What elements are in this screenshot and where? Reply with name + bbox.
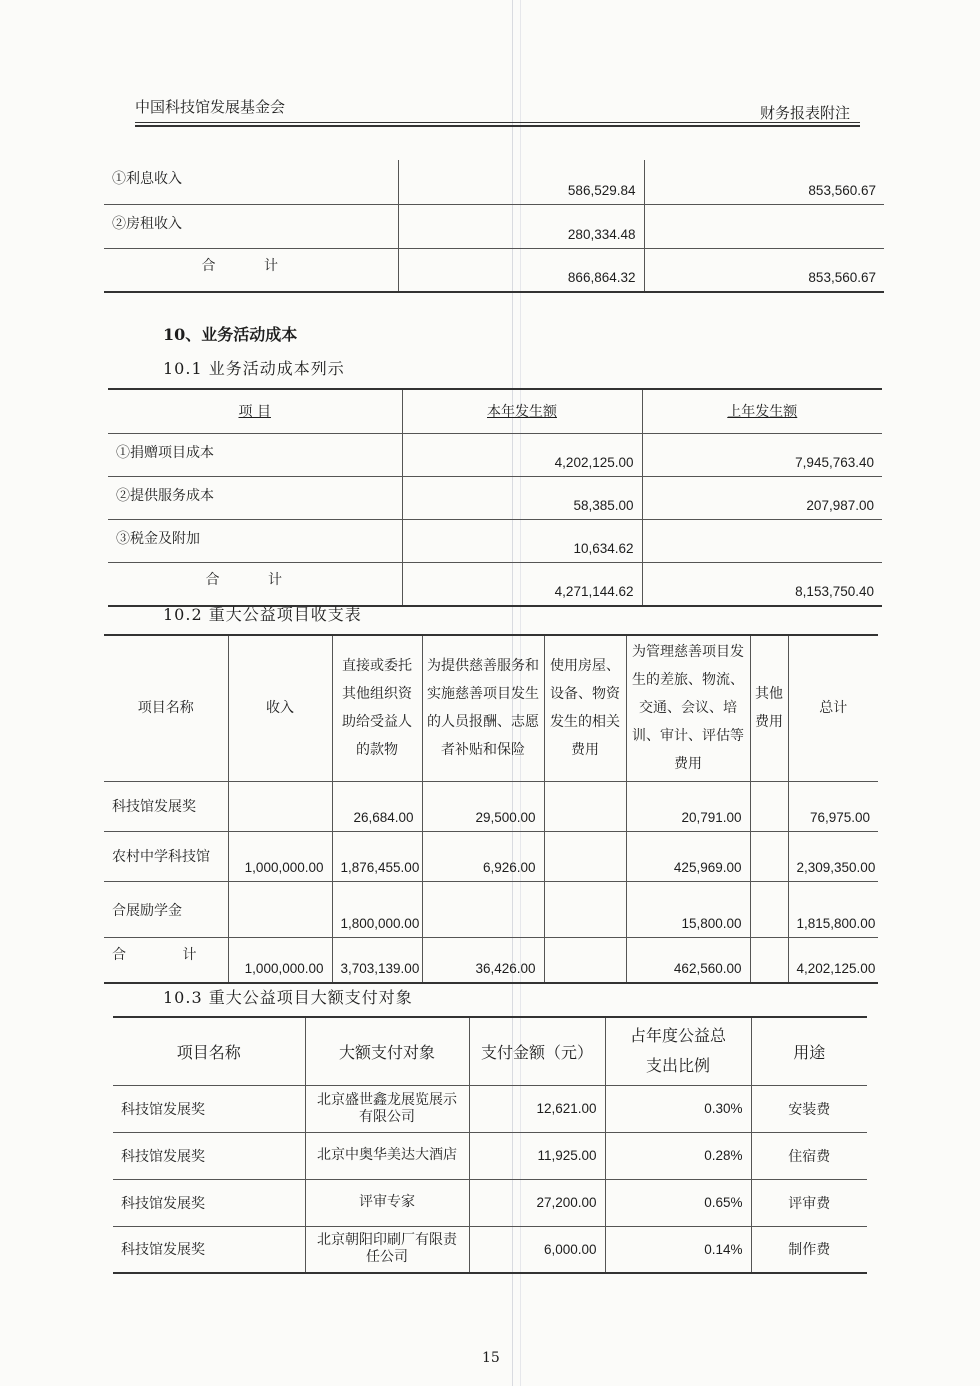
row-item: ②提供服务成本 — [108, 476, 402, 519]
col-header-facility: 使用房屋、设备、物资发生的相关费用 — [544, 635, 626, 781]
table-row — [113, 1179, 867, 1226]
row-name: 科技馆发展奖 — [113, 1179, 305, 1226]
row-direct: 26,684.00 — [332, 781, 422, 831]
row-total: 2,309,350.00 — [788, 831, 878, 881]
row-prior — [642, 519, 882, 562]
row-name: 科技馆发展奖 — [113, 1085, 305, 1132]
row-use: 制作费 — [751, 1226, 867, 1273]
row-total: 76,975.00 — [788, 781, 878, 831]
col-header-other: 其他费用 — [750, 635, 788, 781]
col-header-ratio: 占年度公益总支出比例 — [605, 1017, 751, 1085]
col-header-payee: 大额支付对象 — [305, 1017, 469, 1085]
subsection-title: 10.2 重大公益项目收支表 — [163, 605, 362, 624]
table-row — [113, 1132, 867, 1179]
table-total-row — [104, 937, 878, 983]
table-row — [113, 1226, 867, 1273]
table-row — [104, 781, 878, 831]
table-row — [108, 433, 882, 476]
row-use: 住宿费 — [751, 1132, 867, 1179]
total-prior: 853,560.67 — [644, 248, 884, 292]
total-admin: 462,560.00 — [626, 937, 750, 983]
row-other — [750, 831, 788, 881]
row-staff — [422, 881, 544, 937]
total-income: 1,000,000.00 — [228, 937, 332, 983]
col-header-name: 项目名称 — [104, 635, 228, 781]
row-prior — [644, 204, 884, 248]
row-income: 1,000,000.00 — [228, 831, 332, 881]
row-name: 科技馆发展奖 — [113, 1132, 305, 1179]
total-current: 4,271,144.62 — [402, 562, 642, 606]
row-amount: 12,621.00 — [469, 1085, 605, 1132]
table-row — [104, 160, 884, 204]
page-number: 15 — [482, 1350, 500, 1366]
row-current: 586,529.84 — [398, 160, 644, 204]
row-other — [750, 781, 788, 831]
row-use: 评审费 — [751, 1179, 867, 1226]
section-title: 10、业务活动成本 — [163, 325, 298, 344]
row-staff: 29,500.00 — [422, 781, 544, 831]
row-admin: 15,800.00 — [626, 881, 750, 937]
row-payee: 北京盛世鑫龙展览展示有限公司 — [305, 1085, 469, 1132]
row-facility — [544, 881, 626, 937]
row-name: 农村中学科技馆 — [104, 831, 228, 881]
col-header-staff: 为提供慈善服务和实施慈善项目发生的人员报酬、志愿者补贴和保险 — [422, 635, 544, 781]
project-table — [104, 634, 878, 984]
row-current: 10,634.62 — [402, 519, 642, 562]
row-admin: 425,969.00 — [626, 831, 750, 881]
total-label: 合 计 — [104, 248, 398, 292]
subsection-title: 10.3 重大公益项目大额支付对象 — [163, 988, 413, 1007]
total-prior: 8,153,750.40 — [642, 562, 882, 606]
row-payee: 评审专家 — [305, 1179, 469, 1226]
col-header-total: 总计 — [788, 635, 878, 781]
row-item: ①捐赠项目成本 — [108, 433, 402, 476]
col-header-amount: 支付金额（元） — [469, 1017, 605, 1085]
row-current: 58,385.00 — [402, 476, 642, 519]
row-item: ③税金及附加 — [108, 519, 402, 562]
row-item: ①利息收入 — [104, 160, 398, 204]
row-payee: 北京朝阳印刷厂有限责任公司 — [305, 1226, 469, 1273]
row-income — [228, 781, 332, 831]
col-header-income: 收入 — [228, 635, 332, 781]
total-facility — [544, 937, 626, 983]
col-header-admin: 为管理慈善项目发生的差旅、物流、交通、会议、培训、审计、评估等费用 — [626, 635, 750, 781]
table-row — [108, 519, 882, 562]
table-row — [108, 476, 882, 519]
row-amount: 11,925.00 — [469, 1132, 605, 1179]
subsection-title: 10.1 业务活动成本列示 — [163, 359, 345, 378]
payee-table — [113, 1016, 867, 1274]
header-org: 中国科技馆发展基金会 — [135, 98, 286, 116]
row-ratio: 0.14% — [605, 1226, 751, 1273]
header-rule — [135, 125, 860, 127]
row-other — [750, 881, 788, 937]
total-label: 合 计 — [104, 937, 228, 983]
row-payee: 北京中奥华美达大酒店 — [305, 1132, 469, 1179]
table-row — [113, 1085, 867, 1132]
table-header-row — [113, 1017, 867, 1085]
total-label: 合 计 — [108, 562, 402, 606]
row-admin: 20,791.00 — [626, 781, 750, 831]
row-income — [228, 881, 332, 937]
row-direct: 1,800,000.00 — [332, 881, 422, 937]
row-prior: 853,560.67 — [644, 160, 884, 204]
col-header-direct: 直接或委托其他组织资助给受益人的款物 — [332, 635, 422, 781]
table-header-row — [104, 635, 878, 781]
row-facility — [544, 781, 626, 831]
col-header-prior: 上年发生额 — [642, 389, 882, 433]
total-total: 4,202,125.00 — [788, 937, 878, 983]
row-facility — [544, 831, 626, 881]
row-staff: 6,926.00 — [422, 831, 544, 881]
row-ratio: 0.30% — [605, 1085, 751, 1132]
row-amount: 6,000.00 — [469, 1226, 605, 1273]
row-use: 安装费 — [751, 1085, 867, 1132]
total-direct: 3,703,139.00 — [332, 937, 422, 983]
total-other — [750, 937, 788, 983]
income-table — [104, 160, 884, 293]
row-current: 280,334.48 — [398, 204, 644, 248]
row-direct: 1,876,455.00 — [332, 831, 422, 881]
col-header-current: 本年发生额 — [402, 389, 642, 433]
row-current: 4,202,125.00 — [402, 433, 642, 476]
table-row — [104, 831, 878, 881]
cost-table — [108, 388, 882, 607]
col-header-use: 用途 — [751, 1017, 867, 1085]
total-staff: 36,426.00 — [422, 937, 544, 983]
total-current: 866,864.32 — [398, 248, 644, 292]
row-ratio: 0.65% — [605, 1179, 751, 1226]
row-total: 1,815,800.00 — [788, 881, 878, 937]
row-item: ②房租收入 — [104, 204, 398, 248]
col-header-name: 项目名称 — [113, 1017, 305, 1085]
row-prior: 207,987.00 — [642, 476, 882, 519]
row-name: 科技馆发展奖 — [113, 1226, 305, 1273]
table-row — [104, 204, 884, 248]
row-prior: 7,945,763.40 — [642, 433, 882, 476]
row-name: 合展励学金 — [104, 881, 228, 937]
table-row — [104, 881, 878, 937]
table-total-row — [108, 562, 882, 606]
header-section: 财务报表附注 — [760, 104, 851, 122]
table-header-row — [108, 389, 882, 433]
table-total-row — [104, 248, 884, 292]
header-rule — [135, 122, 860, 123]
col-header-item: 项 目 — [108, 389, 402, 433]
row-amount: 27,200.00 — [469, 1179, 605, 1226]
row-ratio: 0.28% — [605, 1132, 751, 1179]
row-name: 科技馆发展奖 — [104, 781, 228, 831]
